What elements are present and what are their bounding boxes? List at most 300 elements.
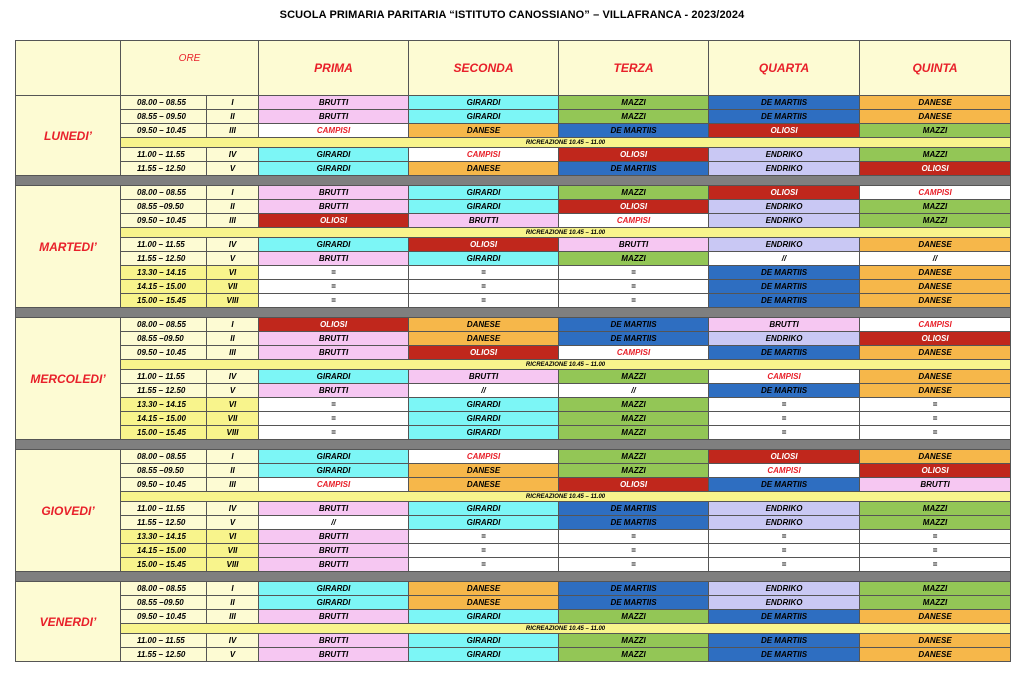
teacher-cell: MAZZI: [559, 648, 709, 662]
teacher-cell: MAZZI: [860, 582, 1011, 596]
teacher-cell: DANESE: [409, 318, 559, 332]
slot-time: 14.15 – 15.00: [121, 280, 207, 294]
time-slot-row: [16, 280, 1011, 294]
teacher-cell: GIRARDI: [409, 412, 559, 426]
slot-number: III: [207, 610, 259, 624]
header-class-quarta: QUARTA: [709, 41, 860, 96]
teacher-cell: =: [409, 544, 559, 558]
teacher-cell: ENDRIKO: [709, 332, 860, 346]
slot-time: 08.55 –09.50: [121, 464, 207, 478]
teacher-cell: CAMPISI: [409, 148, 559, 162]
teacher-cell: OLIOSI: [259, 214, 409, 228]
day-separator: [16, 440, 1011, 450]
slot-time: 11.00 – 11.55: [121, 370, 207, 384]
slot-number: VII: [207, 412, 259, 426]
slot-time: 15.00 – 15.45: [121, 426, 207, 440]
teacher-cell: DE MARTIIS: [559, 502, 709, 516]
teacher-cell: DE MARTIIS: [709, 280, 860, 294]
time-slot-row: [16, 318, 1011, 332]
time-slot-row: [16, 346, 1011, 360]
teacher-cell: GIRARDI: [409, 398, 559, 412]
schedule-table: [15, 40, 1011, 662]
day-separator-bar: [16, 572, 1011, 582]
teacher-cell: DE MARTIIS: [709, 648, 860, 662]
teacher-cell: ENDRIKO: [709, 516, 860, 530]
teacher-cell: DE MARTIIS: [559, 318, 709, 332]
teacher-cell: =: [259, 266, 409, 280]
teacher-cell: =: [709, 544, 860, 558]
slot-time: 11.55 – 12.50: [121, 648, 207, 662]
teacher-cell: BRUTTI: [259, 332, 409, 346]
slot-time: 08.55 –09.50: [121, 200, 207, 214]
time-slot-row: [16, 238, 1011, 252]
time-slot-row: [16, 582, 1011, 596]
teacher-cell: GIRARDI: [409, 634, 559, 648]
teacher-cell: DANESE: [860, 238, 1011, 252]
teacher-cell: MAZZI: [559, 96, 709, 110]
recess-row: [16, 624, 1011, 634]
teacher-cell: DANESE: [860, 346, 1011, 360]
teacher-cell: DE MARTIIS: [709, 96, 860, 110]
time-slot-row: [16, 634, 1011, 648]
slot-time: 08.00 – 08.55: [121, 450, 207, 464]
slot-time: 15.00 – 15.45: [121, 558, 207, 572]
slot-time: 13.30 – 14.15: [121, 530, 207, 544]
teacher-cell: MAZZI: [559, 370, 709, 384]
time-slot-row: [16, 610, 1011, 624]
teacher-cell: =: [860, 558, 1011, 572]
teacher-cell: MAZZI: [860, 502, 1011, 516]
time-slot-row: [16, 110, 1011, 124]
slot-number: VI: [207, 530, 259, 544]
slot-number: VIII: [207, 294, 259, 308]
header-class-prima: PRIMA: [259, 41, 409, 96]
slot-time: 13.30 – 14.15: [121, 398, 207, 412]
slot-time: 09.50 – 10.45: [121, 124, 207, 138]
teacher-cell: DE MARTIIS: [709, 346, 860, 360]
slot-time: 11.55 – 12.50: [121, 384, 207, 398]
teacher-cell: MAZZI: [559, 110, 709, 124]
slot-number: IV: [207, 502, 259, 516]
teacher-cell: CAMPISI: [259, 478, 409, 492]
teacher-cell: DANESE: [860, 648, 1011, 662]
teacher-cell: MAZZI: [860, 596, 1011, 610]
slot-time: 11.00 – 11.55: [121, 502, 207, 516]
teacher-cell: GIRARDI: [259, 464, 409, 478]
header-ore: ORE: [121, 41, 259, 96]
time-slot-row: [16, 200, 1011, 214]
slot-time: 08.00 – 08.55: [121, 186, 207, 200]
teacher-cell: DE MARTIIS: [559, 516, 709, 530]
teacher-cell: DE MARTIIS: [559, 596, 709, 610]
teacher-cell: DANESE: [860, 384, 1011, 398]
time-slot-row: [16, 398, 1011, 412]
recess-label: RICREAZIONE 10.45 – 11.00: [121, 624, 1011, 634]
teacher-cell: =: [709, 530, 860, 544]
teacher-cell: CAMPISI: [860, 186, 1011, 200]
time-slot-row: [16, 294, 1011, 308]
time-slot-row: [16, 384, 1011, 398]
time-slot-row: [16, 596, 1011, 610]
teacher-cell: ENDRIKO: [709, 200, 860, 214]
teacher-cell: =: [409, 558, 559, 572]
teacher-cell: DE MARTIIS: [709, 384, 860, 398]
teacher-cell: DANESE: [860, 634, 1011, 648]
teacher-cell: =: [860, 398, 1011, 412]
teacher-cell: =: [709, 426, 860, 440]
teacher-cell: DANESE: [409, 596, 559, 610]
teacher-cell: OLIOSI: [860, 162, 1011, 176]
slot-number: I: [207, 450, 259, 464]
day-separator: [16, 176, 1011, 186]
teacher-cell: OLIOSI: [409, 238, 559, 252]
teacher-cell: ENDRIKO: [709, 502, 860, 516]
time-slot-row: [16, 412, 1011, 426]
slot-number: II: [207, 110, 259, 124]
day-separator: [16, 572, 1011, 582]
teacher-cell: DE MARTIIS: [709, 294, 860, 308]
teacher-cell: BRUTTI: [259, 558, 409, 572]
teacher-cell: GIRARDI: [409, 110, 559, 124]
teacher-cell: BRUTTI: [409, 214, 559, 228]
teacher-cell: =: [709, 398, 860, 412]
teacher-cell: GIRARDI: [409, 96, 559, 110]
teacher-cell: ENDRIKO: [709, 148, 860, 162]
time-slot-row: [16, 516, 1011, 530]
teacher-cell: DANESE: [409, 582, 559, 596]
teacher-cell: ENDRIKO: [709, 596, 860, 610]
teacher-cell: BRUTTI: [259, 502, 409, 516]
teacher-cell: OLIOSI: [860, 464, 1011, 478]
teacher-cell: DE MARTIIS: [709, 634, 860, 648]
teacher-cell: =: [860, 544, 1011, 558]
teacher-cell: GIRARDI: [259, 162, 409, 176]
teacher-cell: =: [559, 530, 709, 544]
teacher-cell: //: [559, 384, 709, 398]
teacher-cell: BRUTTI: [259, 186, 409, 200]
teacher-cell: =: [709, 558, 860, 572]
teacher-cell: DANESE: [860, 266, 1011, 280]
teacher-cell: BRUTTI: [259, 252, 409, 266]
teacher-cell: BRUTTI: [259, 96, 409, 110]
teacher-cell: DANESE: [409, 162, 559, 176]
teacher-cell: CAMPISI: [559, 346, 709, 360]
slot-time: 14.15 – 15.00: [121, 412, 207, 426]
slot-time: 15.00 – 15.45: [121, 294, 207, 308]
teacher-cell: OLIOSI: [259, 318, 409, 332]
time-slot-row: [16, 450, 1011, 464]
time-slot-row: [16, 478, 1011, 492]
time-slot-row: [16, 426, 1011, 440]
teacher-cell: GIRARDI: [409, 200, 559, 214]
day-label: GIOVEDI’: [16, 450, 121, 572]
slot-time: 11.00 – 11.55: [121, 148, 207, 162]
teacher-cell: BRUTTI: [709, 318, 860, 332]
teacher-cell: MAZZI: [860, 200, 1011, 214]
recess-label: RICREAZIONE 10.45 – 11.00: [121, 138, 1011, 148]
day-label: LUNEDI’: [16, 96, 121, 176]
slot-time: 11.55 – 12.50: [121, 252, 207, 266]
slot-number: I: [207, 96, 259, 110]
header-row: [16, 41, 1011, 96]
time-slot-row: [16, 530, 1011, 544]
recess-row: [16, 228, 1011, 238]
slot-time: 11.55 – 12.50: [121, 162, 207, 176]
time-slot-row: [16, 124, 1011, 138]
slot-number: I: [207, 186, 259, 200]
slot-time: 14.15 – 15.00: [121, 544, 207, 558]
teacher-cell: GIRARDI: [259, 582, 409, 596]
teacher-cell: GIRARDI: [259, 148, 409, 162]
teacher-cell: ENDRIKO: [709, 582, 860, 596]
teacher-cell: ENDRIKO: [709, 162, 860, 176]
teacher-cell: =: [259, 412, 409, 426]
teacher-cell: //: [709, 252, 860, 266]
slot-time: 08.55 –09.50: [121, 596, 207, 610]
teacher-cell: CAMPISI: [559, 214, 709, 228]
teacher-cell: =: [409, 266, 559, 280]
teacher-cell: MAZZI: [559, 634, 709, 648]
slot-number: II: [207, 464, 259, 478]
teacher-cell: DANESE: [409, 478, 559, 492]
slot-number: II: [207, 332, 259, 346]
teacher-cell: GIRARDI: [259, 596, 409, 610]
recess-label: RICREAZIONE 10.45 – 11.00: [121, 228, 1011, 238]
time-slot-row: [16, 464, 1011, 478]
teacher-cell: =: [259, 280, 409, 294]
day-separator: [16, 308, 1011, 318]
teacher-cell: //: [409, 384, 559, 398]
teacher-cell: GIRARDI: [409, 516, 559, 530]
recess-row: [16, 138, 1011, 148]
teacher-cell: MAZZI: [559, 464, 709, 478]
time-slot-row: [16, 558, 1011, 572]
teacher-cell: =: [559, 544, 709, 558]
recess-row: [16, 492, 1011, 502]
time-slot-row: [16, 148, 1011, 162]
teacher-cell: BRUTTI: [259, 346, 409, 360]
recess-label: RICREAZIONE 10.45 – 11.00: [121, 492, 1011, 502]
slot-number: V: [207, 516, 259, 530]
teacher-cell: //: [860, 252, 1011, 266]
teacher-cell: OLIOSI: [709, 124, 860, 138]
teacher-cell: DE MARTIIS: [559, 582, 709, 596]
day-separator-bar: [16, 176, 1011, 186]
day-label: VENERDI’: [16, 582, 121, 662]
teacher-cell: DE MARTIIS: [559, 124, 709, 138]
slot-number: IV: [207, 370, 259, 384]
teacher-cell: OLIOSI: [860, 332, 1011, 346]
teacher-cell: =: [860, 530, 1011, 544]
teacher-cell: DANESE: [409, 124, 559, 138]
header-class-quinta: QUINTA: [860, 41, 1011, 96]
teacher-cell: CAMPISI: [709, 464, 860, 478]
teacher-cell: BRUTTI: [259, 544, 409, 558]
teacher-cell: MAZZI: [860, 124, 1011, 138]
time-slot-row: [16, 186, 1011, 200]
teacher-cell: DE MARTIIS: [709, 110, 860, 124]
teacher-cell: DE MARTIIS: [709, 478, 860, 492]
header-corner: [16, 41, 121, 96]
teacher-cell: DANESE: [409, 464, 559, 478]
slot-number: II: [207, 200, 259, 214]
teacher-cell: MAZZI: [559, 398, 709, 412]
teacher-cell: DANESE: [860, 110, 1011, 124]
slot-number: V: [207, 162, 259, 176]
teacher-cell: DE MARTIIS: [559, 162, 709, 176]
time-slot-row: [16, 648, 1011, 662]
teacher-cell: DANESE: [860, 370, 1011, 384]
slot-number: VIII: [207, 426, 259, 440]
teacher-cell: =: [409, 530, 559, 544]
teacher-cell: BRUTTI: [259, 200, 409, 214]
slot-number: VII: [207, 280, 259, 294]
time-slot-row: [16, 162, 1011, 176]
teacher-cell: DANESE: [860, 450, 1011, 464]
recess-row: [16, 360, 1011, 370]
teacher-cell: BRUTTI: [259, 634, 409, 648]
teacher-cell: MAZZI: [559, 450, 709, 464]
slot-number: VI: [207, 398, 259, 412]
teacher-cell: =: [559, 294, 709, 308]
teacher-cell: OLIOSI: [559, 148, 709, 162]
teacher-cell: DE MARTIIS: [709, 266, 860, 280]
teacher-cell: GIRARDI: [409, 186, 559, 200]
slot-time: 08.00 – 08.55: [121, 96, 207, 110]
day-separator-bar: [16, 440, 1011, 450]
slot-time: 09.50 – 10.45: [121, 214, 207, 228]
teacher-cell: CAMPISI: [860, 318, 1011, 332]
teacher-cell: DANESE: [860, 96, 1011, 110]
time-slot-row: [16, 96, 1011, 110]
teacher-cell: =: [409, 280, 559, 294]
teacher-cell: CAMPISI: [259, 124, 409, 138]
teacher-cell: GIRARDI: [409, 648, 559, 662]
teacher-cell: MAZZI: [860, 148, 1011, 162]
time-slot-row: [16, 332, 1011, 346]
teacher-cell: OLIOSI: [409, 346, 559, 360]
teacher-cell: CAMPISI: [409, 450, 559, 464]
teacher-cell: DANESE: [860, 294, 1011, 308]
slot-number: I: [207, 582, 259, 596]
slot-time: 13.30 – 14.15: [121, 266, 207, 280]
slot-time: 09.50 – 10.45: [121, 610, 207, 624]
teacher-cell: ENDRIKO: [709, 214, 860, 228]
teacher-cell: DANESE: [409, 332, 559, 346]
day-label: MERCOLEDI’: [16, 318, 121, 440]
teacher-cell: =: [259, 426, 409, 440]
teacher-cell: GIRARDI: [259, 450, 409, 464]
slot-time: 08.55 – 09.50: [121, 110, 207, 124]
teacher-cell: DANESE: [860, 280, 1011, 294]
teacher-cell: OLIOSI: [559, 200, 709, 214]
schedule-body: [16, 41, 1011, 662]
time-slot-row: [16, 214, 1011, 228]
slot-number: I: [207, 318, 259, 332]
teacher-cell: =: [860, 412, 1011, 426]
teacher-cell: MAZZI: [559, 412, 709, 426]
slot-time: 08.55 –09.50: [121, 332, 207, 346]
teacher-cell: =: [559, 558, 709, 572]
day-separator-bar: [16, 308, 1011, 318]
teacher-cell: =: [559, 266, 709, 280]
teacher-cell: DE MARTIIS: [709, 610, 860, 624]
teacher-cell: MAZZI: [860, 214, 1011, 228]
teacher-cell: MAZZI: [559, 252, 709, 266]
slot-time: 09.50 – 10.45: [121, 478, 207, 492]
teacher-cell: BRUTTI: [409, 370, 559, 384]
time-slot-row: [16, 252, 1011, 266]
slot-time: 11.55 – 12.50: [121, 516, 207, 530]
teacher-cell: GIRARDI: [409, 252, 559, 266]
slot-time: 09.50 – 10.45: [121, 346, 207, 360]
teacher-cell: MAZZI: [559, 186, 709, 200]
teacher-cell: BRUTTI: [259, 610, 409, 624]
slot-number: VIII: [207, 558, 259, 572]
teacher-cell: OLIOSI: [559, 478, 709, 492]
teacher-cell: ENDRIKO: [709, 238, 860, 252]
slot-number: IV: [207, 148, 259, 162]
teacher-cell: =: [259, 398, 409, 412]
slot-time: 08.00 – 08.55: [121, 318, 207, 332]
slot-number: III: [207, 478, 259, 492]
slot-time: 08.00 – 08.55: [121, 582, 207, 596]
time-slot-row: [16, 266, 1011, 280]
slot-number: VI: [207, 266, 259, 280]
slot-number: IV: [207, 634, 259, 648]
teacher-cell: BRUTTI: [259, 530, 409, 544]
teacher-cell: DE MARTIIS: [559, 332, 709, 346]
teacher-cell: GIRARDI: [409, 502, 559, 516]
slot-number: III: [207, 214, 259, 228]
slot-number: V: [207, 384, 259, 398]
header-class-seconda: SECONDA: [409, 41, 559, 96]
time-slot-row: [16, 502, 1011, 516]
teacher-cell: MAZZI: [559, 426, 709, 440]
teacher-cell: =: [559, 280, 709, 294]
slot-number: III: [207, 346, 259, 360]
recess-label: RICREAZIONE 10.45 – 11.00: [121, 360, 1011, 370]
teacher-cell: GIRARDI: [259, 238, 409, 252]
teacher-cell: DANESE: [860, 610, 1011, 624]
teacher-cell: =: [860, 426, 1011, 440]
teacher-cell: BRUTTI: [259, 384, 409, 398]
day-label: MARTEDI’: [16, 186, 121, 308]
teacher-cell: GIRARDI: [409, 426, 559, 440]
teacher-cell: MAZZI: [559, 610, 709, 624]
teacher-cell: OLIOSI: [709, 450, 860, 464]
slot-time: 11.00 – 11.55: [121, 634, 207, 648]
teacher-cell: OLIOSI: [709, 186, 860, 200]
teacher-cell: BRUTTI: [259, 648, 409, 662]
teacher-cell: //: [259, 516, 409, 530]
teacher-cell: MAZZI: [860, 516, 1011, 530]
teacher-cell: =: [259, 294, 409, 308]
page-title: SCUOLA PRIMARIA PARITARIA “ISTITUTO CANOSSIANO” – VILLAFRANCA - 2023/2024: [279, 9, 745, 21]
header-class-terza: TERZA: [559, 41, 709, 96]
time-slot-row: [16, 370, 1011, 384]
time-slot-row: [16, 544, 1011, 558]
slot-number: VII: [207, 544, 259, 558]
slot-number: V: [207, 648, 259, 662]
teacher-cell: =: [709, 412, 860, 426]
teacher-cell: BRUTTI: [259, 110, 409, 124]
teacher-cell: GIRARDI: [409, 610, 559, 624]
slot-time: 11.00 – 11.55: [121, 238, 207, 252]
teacher-cell: BRUTTI: [559, 238, 709, 252]
slot-number: III: [207, 124, 259, 138]
slot-number: V: [207, 252, 259, 266]
